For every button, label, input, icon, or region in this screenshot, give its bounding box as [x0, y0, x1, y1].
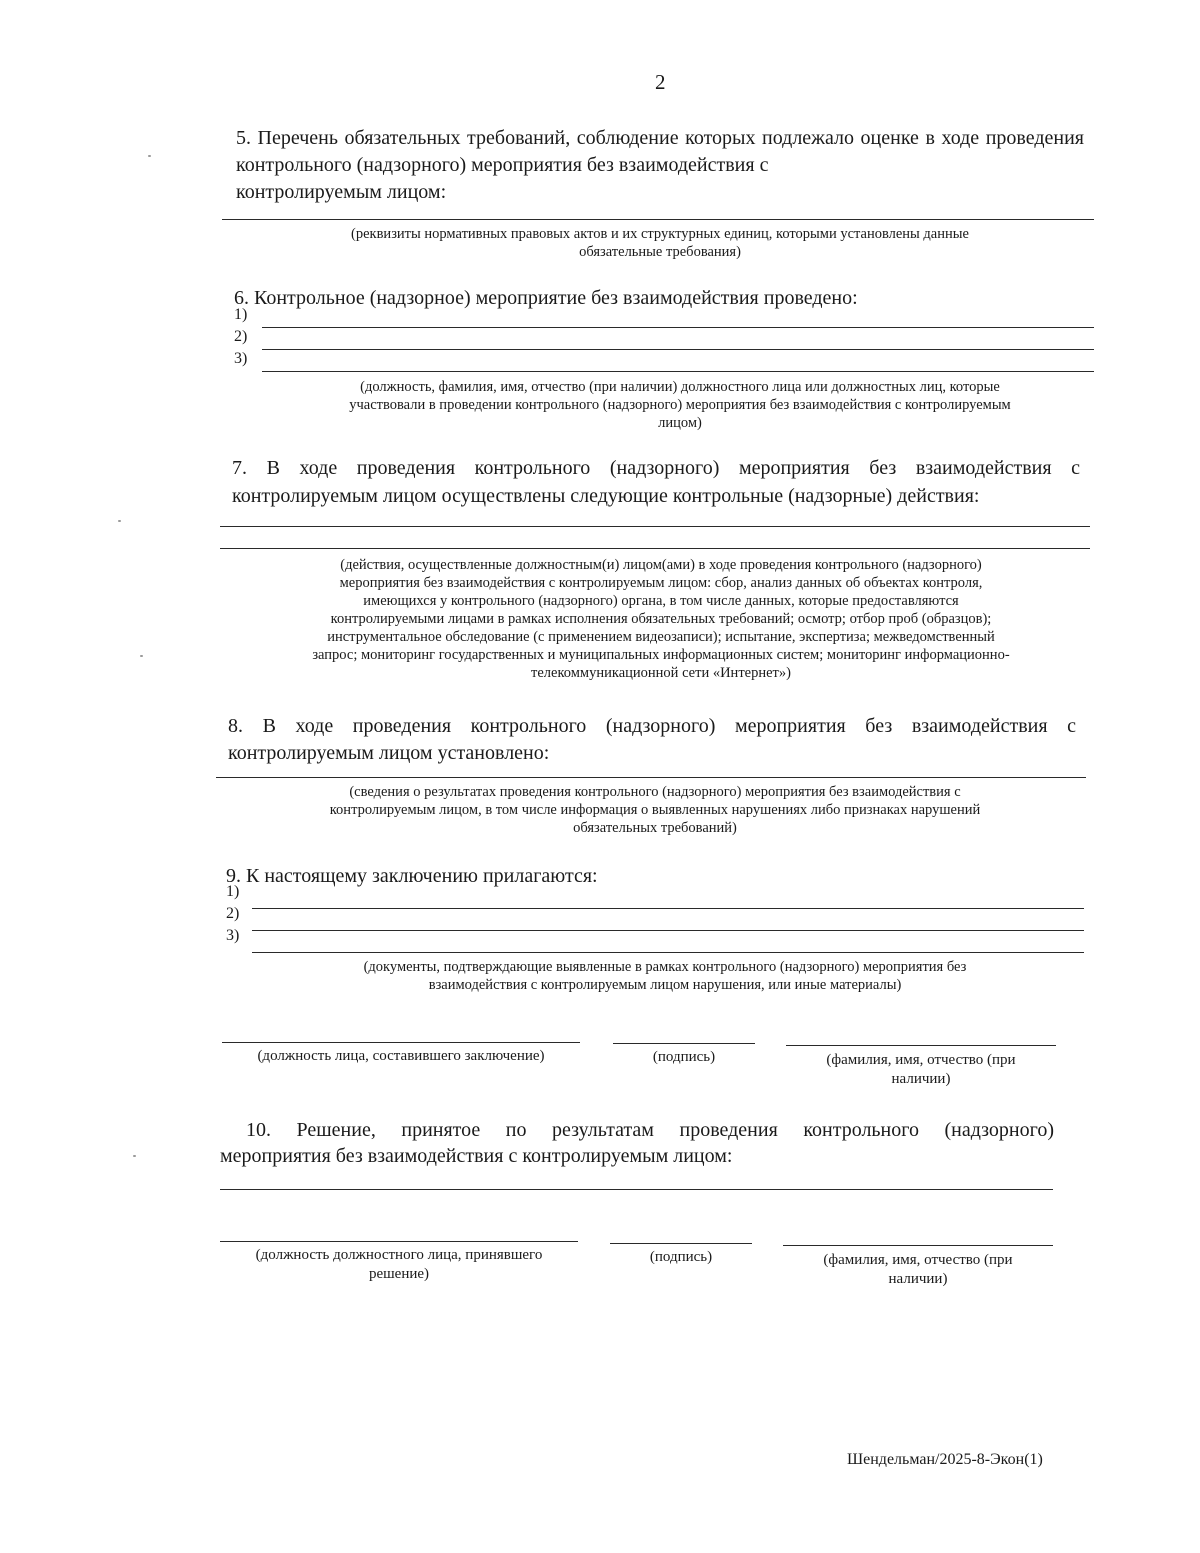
section7-fill-line-2[interactable]	[220, 548, 1090, 549]
signature1-position-caption: (должность лица, составившего заключение)	[257, 1048, 545, 1064]
signature1-name-line[interactable]	[786, 1045, 1056, 1046]
section7-heading-line2: контролируемым лицом осуществлены следующие контрольные (надзорные) действия:	[232, 485, 980, 507]
section6-item-3-line[interactable]	[262, 371, 1094, 372]
section7-fill-line-1[interactable]	[220, 526, 1090, 527]
section9-caption	[250, 958, 1080, 994]
signature1-position-line[interactable]	[222, 1042, 580, 1043]
section6-caption	[270, 378, 1090, 432]
section9-item-1-label: 1)	[226, 883, 240, 900]
section5-fill-line[interactable]	[222, 219, 1094, 220]
section9-item-2-line[interactable]	[252, 930, 1084, 931]
section9-item-3-line[interactable]	[252, 952, 1084, 953]
section5-caption-line2: обязательные требования)	[579, 244, 741, 260]
signature1-name-caption-line2: наличии)	[891, 1071, 951, 1087]
section7-caption-line: телекоммуникационной сети «Интернет»)	[531, 665, 791, 681]
section9-caption-line2: взаимодействия с контролируемым лицом нарушения, или иные материалы)	[428, 977, 902, 993]
section10-fill-line[interactable]	[220, 1189, 1053, 1190]
section10-heading-line2: мероприятия без взаимодействия с контролируемым лицом:	[220, 1145, 733, 1167]
section8-caption	[230, 783, 1080, 837]
signature2-position-caption-line2: решение)	[368, 1266, 430, 1282]
signature2-signature-caption: (подпись)	[649, 1249, 713, 1265]
section9-caption-line1: (документы, подтверждающие выявленные в рамках контрольного (надзорного) мероприятия без	[363, 959, 967, 975]
scan-speck	[148, 155, 151, 157]
section10-heading-line1: 10. Решение, принятое по результатам проведения контрольного (надзорного)	[246, 1119, 1054, 1141]
section6-item-1-line[interactable]	[262, 327, 1094, 328]
signature1-signature-caption: (подпись)	[652, 1049, 716, 1065]
section9-heading: 9. К настоящему заключению прилагаются:	[226, 865, 598, 887]
section7-caption-line: мероприятия без взаимодействия с контролируемым лицом: сбор, анализ данных об объектах контроля,	[339, 575, 983, 591]
section8-heading-line1: 8. В ходе проведения контрольного (надзорного) мероприятия без взаимодействия с	[228, 715, 1076, 737]
section5-caption-line1: (реквизиты нормативных правовых актов и их структурных единиц, которыми установлены данные	[351, 226, 969, 242]
section6-heading: 6. Контрольное (надзорное) мероприятие без взаимодействия проведено:	[234, 287, 858, 309]
section5-heading-text: 5. Перечень обязательных требований, соблюдение которых подлежало оценке в ходе проведения контрольного (надзорного) мероприятия без взаимодействия с	[236, 127, 1084, 176]
section6-item-2-label: 2)	[234, 328, 248, 345]
page-number: 2	[655, 70, 666, 94]
section6-item-3-label: 3)	[234, 350, 248, 367]
section5-heading	[236, 125, 1084, 206]
scan-speck	[118, 520, 121, 522]
section7-caption-line: имеющихся у контрольного (надзорного) органа, в том числе данных, которые предоставляются	[363, 593, 959, 609]
signature2-name-caption-line1: (фамилия, имя, отчество (при	[823, 1252, 1013, 1268]
signature2-position-caption	[220, 1246, 578, 1284]
scan-speck	[133, 1155, 136, 1157]
section6-caption-line1: (должность, фамилия, имя, отчество (при наличии) должностного лица или должностных лиц, которые	[360, 379, 1000, 395]
section9-item-3-label: 3)	[226, 927, 240, 944]
footer-document-code: Шендельман/2025-8-Экон(1)	[847, 1451, 1043, 1468]
section8-caption-line: (сведения о результатах проведения контрольного (надзорного) мероприятия без взаимодействия с	[349, 784, 961, 800]
signature2-position-line[interactable]	[220, 1241, 578, 1242]
section7-heading-line1: 7. В ходе проведения контрольного (надзорного) мероприятия без взаимодействия с	[232, 457, 1080, 479]
signature1-name-caption-line1: (фамилия, имя, отчество (при	[826, 1052, 1016, 1068]
section5-caption	[230, 225, 1090, 261]
section6-caption-line3: лицом)	[658, 415, 702, 431]
section7-caption-line: инструментальное обследование (с применением видеозаписи); испытание, экспертиза; межведомственный	[327, 629, 995, 645]
section7-caption-line: запрос; мониторинг государственных и муниципальных информационных систем; мониторинг информационно-	[312, 647, 1010, 663]
section6-item-2-line[interactable]	[262, 349, 1094, 350]
section8-caption-line: контролируемым лицом, в том числе информация о выявленных нарушениях либо признаках нарушений	[329, 802, 981, 818]
signature1-signature-line[interactable]	[613, 1043, 755, 1044]
signature2-name-caption	[783, 1251, 1053, 1289]
signature2-name-line[interactable]	[783, 1245, 1053, 1246]
section7-caption	[226, 556, 1096, 682]
section7-caption-line: контролируемыми лицами в рамках исполнения обязательных требований; осмотр; отбор проб (образцов);	[330, 611, 992, 627]
section7-caption-line: (действия, осуществленные должностным(и) лицом(ами) в ходе проведения контрольного (надзорного)	[340, 557, 982, 573]
section5-heading-tail: контролируемым лицом:	[236, 181, 447, 203]
section6-caption-line2: участвовали в проведении контрольного (надзорного) мероприятия без взаимодействия с контролируемым	[349, 397, 1011, 413]
section9-item-1-line[interactable]	[252, 908, 1084, 909]
section8-heading-line2: контролируемым лицом установлено:	[228, 742, 550, 764]
section9-item-2-label: 2)	[226, 905, 240, 922]
section8-caption-line: обязательных требований)	[573, 820, 737, 836]
section6-item-1-label: 1)	[234, 306, 248, 323]
signature2-signature-line[interactable]	[610, 1243, 752, 1244]
signature1-name-caption	[786, 1051, 1056, 1089]
signature2-name-caption-line2: наличии)	[888, 1271, 948, 1287]
scan-speck	[140, 655, 143, 657]
signature2-position-caption-line1: (должность должностного лица, принявшего	[255, 1247, 543, 1263]
section8-fill-line[interactable]	[216, 777, 1086, 778]
